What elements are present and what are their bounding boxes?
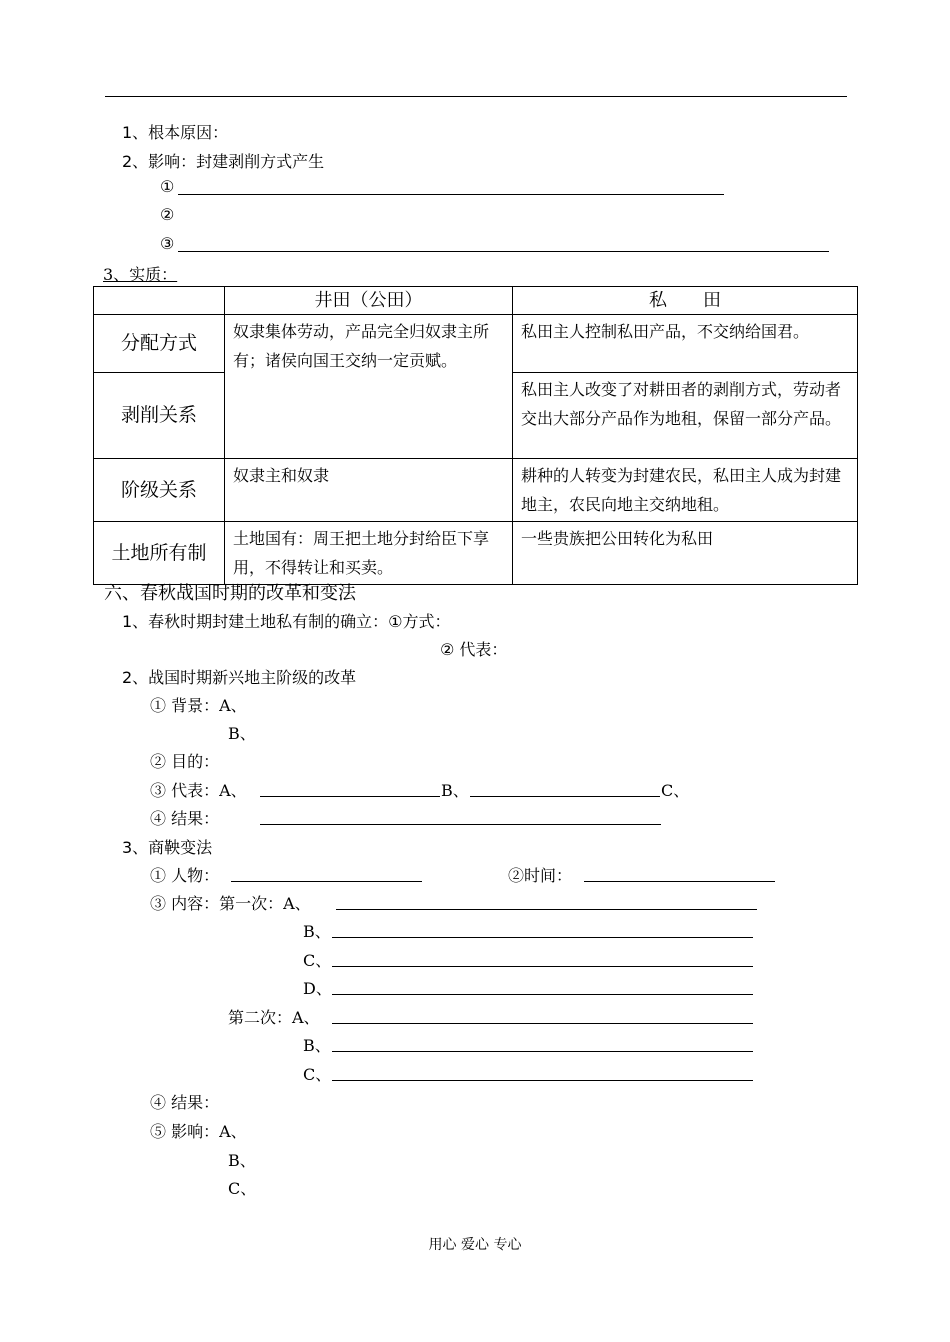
impact-b: B、 bbox=[228, 1151, 256, 1170]
comparison-table bbox=[93, 286, 858, 585]
blank-line[interactable] bbox=[332, 937, 753, 938]
item-shang-yang: 3、商鞅变法 bbox=[122, 838, 213, 857]
content-first-b: B、 bbox=[303, 922, 331, 941]
content-first-c: C、 bbox=[303, 951, 332, 970]
blank-line[interactable] bbox=[332, 966, 753, 967]
blank-line[interactable] bbox=[178, 251, 829, 252]
blank-line[interactable] bbox=[332, 1023, 753, 1024]
time: ②时间： bbox=[508, 866, 573, 885]
row-header-class: 阶级关系 bbox=[94, 459, 225, 522]
cell-jingtian-land: 土地国有：周王把土地分封给臣下享用，不得转让和买卖。 bbox=[225, 522, 513, 585]
content-second-c: C、 bbox=[303, 1065, 332, 1084]
col-header-sitian: 私 田 bbox=[513, 287, 858, 315]
header-rule bbox=[105, 96, 847, 97]
cell-jingtian-class: 奴隶主和奴隶 bbox=[225, 459, 513, 522]
blank-line[interactable] bbox=[470, 796, 660, 797]
blank-line[interactable] bbox=[332, 994, 753, 995]
blank-line[interactable] bbox=[584, 881, 775, 882]
cell-jingtian-distribution: 奴隶集体劳动，产品完全归奴隶主所有；诸侯向国王交纳一定贡赋。 bbox=[225, 315, 513, 459]
row-header-land: 土地所有制 bbox=[94, 522, 225, 585]
blank-line[interactable] bbox=[332, 1080, 753, 1081]
blank-line[interactable] bbox=[332, 1051, 753, 1052]
background-a: ① 背景：A、 bbox=[150, 696, 247, 715]
cell-sitian-land: 一些贵族把公田转化为私田 bbox=[513, 522, 858, 585]
blank-line[interactable] bbox=[260, 796, 440, 797]
col-header-jingtian: 井田（公田） bbox=[225, 287, 513, 315]
content-first-a: ③ 内容：第一次：A、 bbox=[150, 894, 311, 913]
item-essence: 3、实质： bbox=[103, 265, 178, 284]
circle-two: ② bbox=[160, 205, 175, 224]
content-second-a: 第二次：A、 bbox=[228, 1008, 320, 1027]
representatives-a: ③ 代表：A、 bbox=[150, 781, 247, 800]
blank-line[interactable] bbox=[336, 909, 757, 910]
background-b: B、 bbox=[228, 724, 256, 743]
reform-result: ④ 结果： bbox=[150, 1093, 220, 1112]
item-representative: ② 代表： bbox=[440, 640, 508, 659]
cell-sitian-exploitation: 私田主人改变了对耕田者的剥削方式，劳动者交出大部分产品作为地租，保留一部分产品。 bbox=[513, 373, 858, 459]
blank-line[interactable] bbox=[231, 881, 422, 882]
table-corner bbox=[94, 287, 225, 315]
blank-line[interactable] bbox=[260, 824, 661, 825]
section-title: 六、春秋战国时期的改革和变法 bbox=[104, 583, 356, 604]
page-footer: 用心 爱心 专心 bbox=[428, 1237, 522, 1253]
representatives-c: C、 bbox=[661, 781, 690, 800]
cell-sitian-class: 耕种的人转变为封建农民，私田主人成为封建地主，农民向地主交纳地租。 bbox=[513, 459, 858, 522]
cell-sitian-distribution: 私田主人控制私田产品，不交纳给国君。 bbox=[513, 315, 858, 373]
circle-three: ③ bbox=[160, 234, 175, 253]
purpose: ② 目的： bbox=[150, 752, 220, 771]
item-warring-states: 2、战国时期新兴地主阶级的改革 bbox=[122, 668, 357, 687]
item-root-cause: 1、根本原因： bbox=[122, 123, 229, 142]
blank-line[interactable] bbox=[178, 194, 724, 195]
impact-a: ⑤ 影响：A、 bbox=[150, 1122, 247, 1141]
row-header-exploitation: 剥削关系 bbox=[94, 373, 225, 459]
person: ① 人物： bbox=[150, 866, 220, 885]
representatives-b: B、 bbox=[441, 781, 469, 800]
item-influence: 2、影响：封建剥削方式产生 bbox=[122, 152, 325, 171]
circle-one: ① bbox=[160, 177, 175, 196]
content-first-d: D、 bbox=[303, 979, 332, 998]
impact-c: C、 bbox=[228, 1179, 257, 1198]
item-spring-autumn: 1、春秋时期封建土地私有制的确立：①方式： bbox=[122, 612, 451, 631]
content-second-b: B、 bbox=[303, 1036, 331, 1055]
row-header-distribution: 分配方式 bbox=[94, 315, 225, 373]
result: ④ 结果： bbox=[150, 809, 220, 828]
